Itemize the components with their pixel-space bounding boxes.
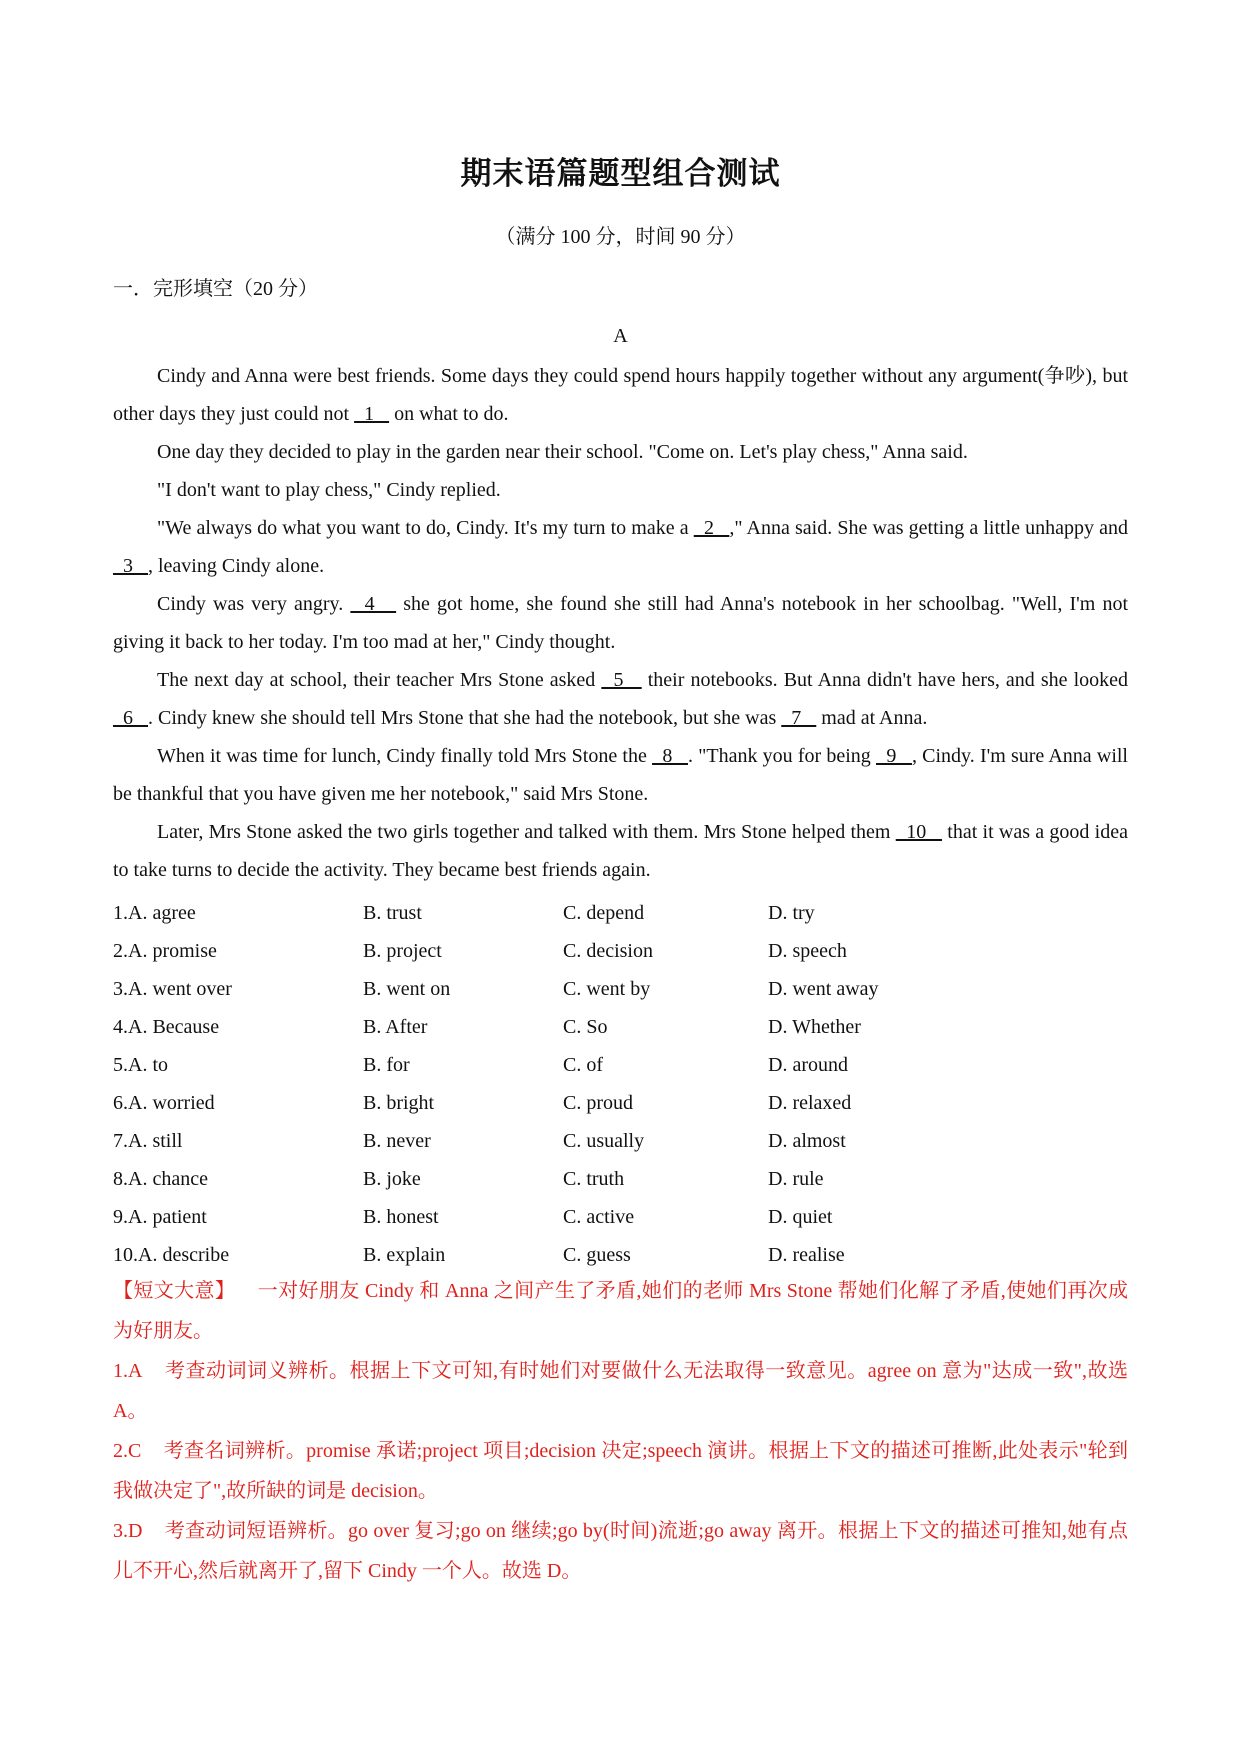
option-c: C. usually	[563, 1130, 645, 1152]
page-title: 期末语篇题型组合测试	[460, 156, 781, 192]
passage-paragraph	[113, 813, 1128, 889]
passage-paragraph	[113, 357, 1128, 433]
option-a: 7.A. still	[113, 1130, 183, 1152]
passage-text: "I don't want to play chess," Cindy replied.	[157, 479, 501, 501]
option-a: 8.A. chance	[113, 1168, 208, 1190]
option-b: B. bright	[363, 1092, 435, 1114]
option-d: D. realise	[768, 1244, 845, 1266]
passage-text: that it was a good idea to take turns to decide the activity. They became best friends again.	[113, 821, 1128, 881]
passage-paragraph	[113, 471, 1128, 509]
option-row	[113, 1046, 1128, 1084]
cloze-passage	[113, 357, 1128, 889]
page-subtitle: （满分 100 分，时间 90 分）	[495, 226, 746, 248]
passage-label: A	[613, 325, 628, 347]
option-d: D. try	[768, 902, 815, 924]
passage-text: on what to do.	[389, 403, 509, 425]
analysis-item	[113, 1271, 1128, 1351]
option-row	[113, 1122, 1128, 1160]
option-row	[113, 1198, 1128, 1236]
option-row	[113, 970, 1128, 1008]
passage-text: "We always do what you want to do, Cindy. It's my turn to make a	[157, 517, 694, 539]
blank-number: 10	[895, 821, 943, 843]
option-row	[113, 1008, 1128, 1046]
passage-text: . Cindy knew she should tell Mrs Stone that she had the notebook, but she was	[148, 707, 782, 729]
option-a: 5.A. to	[113, 1054, 168, 1076]
blank-number: 4	[350, 593, 397, 615]
option-d: D. went away	[768, 978, 879, 1000]
passage-paragraph	[113, 585, 1128, 661]
analysis-label: 1.A	[113, 1360, 143, 1382]
option-row	[113, 894, 1128, 932]
passage-text: she got home, she found she still had Anna's notebook in her schoolbag. "Well, I'm not giving it back to her today. I'm too mad at her," Cindy thought.	[113, 593, 1128, 653]
option-b: B. for	[363, 1054, 410, 1076]
option-b: B. joke	[363, 1168, 421, 1190]
option-a: 2.A. promise	[113, 940, 217, 962]
blank-number: 3	[113, 555, 148, 577]
option-b: B. trust	[363, 902, 422, 924]
blank-number: 7	[781, 707, 817, 729]
analysis-text: 考查动词词义辨析。根据上下文可知,有时她们对要做什么无法取得一致意见。agree on 意为"达成一致",故选 A。	[113, 1360, 1128, 1422]
option-a: 9.A. patient	[113, 1206, 207, 1228]
blank-number: 8	[652, 745, 688, 767]
option-c: C. went by	[563, 978, 651, 1000]
option-d: D. quiet	[768, 1206, 833, 1228]
analysis-label: 3.D	[113, 1520, 143, 1542]
option-b: B. never	[363, 1130, 431, 1152]
analysis-item	[113, 1431, 1128, 1511]
passage-text: , leaving Cindy alone.	[148, 555, 325, 577]
option-row	[113, 1160, 1128, 1198]
blank-number: 5	[601, 669, 642, 691]
blank-number: 9	[875, 745, 912, 767]
passage-text: Later, Mrs Stone asked the two girls together and talked with them. Mrs Stone helped them	[157, 821, 896, 843]
answer-analysis	[113, 1271, 1128, 1591]
passage-paragraph	[113, 661, 1128, 737]
blank-number: 1	[354, 403, 390, 425]
option-a: 10.A. describe	[113, 1244, 230, 1266]
section-heading: 一．完形填空（20 分）	[113, 278, 318, 300]
option-b: B. After	[363, 1016, 428, 1038]
option-d: D. relaxed	[768, 1092, 852, 1114]
analysis-label: 【短文大意】	[113, 1280, 236, 1302]
passage-text: mad at Anna.	[816, 707, 928, 729]
passage-text: ," Anna said. She was getting a little unhappy and	[729, 517, 1129, 539]
option-row	[113, 1084, 1128, 1122]
option-d: D. rule	[768, 1168, 824, 1190]
passage-text: When it was time for lunch, Cindy finally told Mrs Stone the	[157, 745, 653, 767]
analysis-text: 一对好朋友 Cindy 和 Anna 之间产生了矛盾,她们的老师 Mrs Stone 帮她们化解了矛盾,使她们再次成为好朋友。	[113, 1280, 1129, 1342]
analysis-label: 2.C	[113, 1440, 142, 1462]
analysis-text: 考查动词短语辨析。go over 复习;go on 继续;go by(时间)流逝;go away 离开。根据上下文的描述可推知,她有点儿不开心,然后就离开了,留下 Cindy 一个人。故选 D。	[113, 1520, 1128, 1582]
option-c: C. So	[563, 1016, 608, 1038]
passage-text: , Cindy. I'm sure Anna will be thankful that you have given me her notebook," said Mrs Stone.	[113, 745, 1128, 805]
option-a: 1.A. agree	[113, 902, 196, 924]
options-list	[113, 894, 1128, 1274]
option-b: B. explain	[363, 1244, 446, 1266]
option-b: B. went on	[363, 978, 451, 1000]
option-c: C. proud	[563, 1092, 633, 1114]
option-a: 4.A. Because	[113, 1016, 220, 1038]
passage-text: their notebooks. But Anna didn't have hers, and she looked	[641, 669, 1129, 691]
blank-number: 6	[113, 707, 148, 729]
option-d: D. almost	[768, 1130, 846, 1152]
option-row	[113, 1236, 1128, 1274]
option-b: B. honest	[363, 1206, 439, 1228]
passage-text: The next day at school, their teacher Mrs Stone asked	[157, 669, 602, 691]
option-d: D. around	[768, 1054, 848, 1076]
option-a: 6.A. worried	[113, 1092, 215, 1114]
option-c: C. active	[563, 1206, 635, 1228]
passage-text: One day they decided to play in the garden near their school. "Come on. Let's play chess," Anna said.	[157, 441, 968, 463]
passage-paragraph	[113, 509, 1128, 585]
analysis-item	[113, 1511, 1128, 1591]
option-c: C. of	[563, 1054, 603, 1076]
option-d: D. speech	[768, 940, 847, 962]
option-c: C. depend	[563, 902, 645, 924]
blank-number: 2	[693, 517, 730, 539]
passage-text: Cindy and Anna were best friends. Some days they could spend hours happily together without any argument(争吵), but other days they just could not	[113, 365, 1128, 425]
passage-text: Cindy was very angry.	[157, 593, 351, 615]
passage-paragraph	[113, 737, 1128, 813]
option-a: 3.A. went over	[113, 978, 232, 1000]
option-c: C. truth	[563, 1168, 625, 1190]
option-d: D. Whether	[768, 1016, 861, 1038]
analysis-text: 考查名词辨析。promise 承诺;project 项目;decision 决定;speech 演讲。根据上下文的描述可推断,此处表示"轮到我做决定了",故所缺的词是 decision。	[113, 1440, 1128, 1502]
option-b: B. project	[363, 940, 442, 962]
passage-text: . "Thank you for being	[688, 745, 876, 767]
option-c: C. decision	[563, 940, 653, 962]
passage-paragraph	[113, 433, 1128, 471]
option-c: C. guess	[563, 1244, 631, 1266]
analysis-item	[113, 1351, 1128, 1431]
option-row	[113, 932, 1128, 970]
